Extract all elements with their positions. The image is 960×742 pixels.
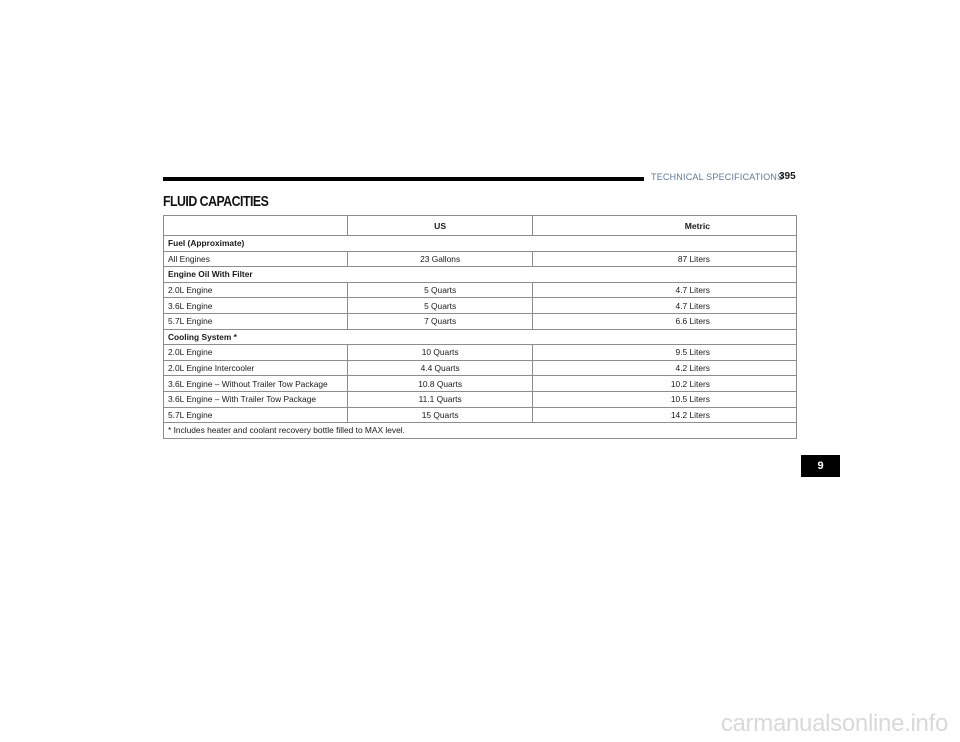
table-row bbox=[164, 376, 797, 392]
us-cell: 7 Quarts bbox=[347, 313, 532, 329]
us-cell: 10 Quarts bbox=[347, 345, 532, 361]
page-number: 395 bbox=[779, 171, 796, 182]
watermark: carmanualsonline.info bbox=[720, 710, 948, 737]
item-cell: 3.6L Engine – Without Trailer Tow Package bbox=[164, 376, 348, 392]
metric-cell: 10.2 Liters bbox=[533, 376, 797, 392]
group-heading-row bbox=[164, 236, 797, 252]
table-row bbox=[164, 313, 797, 329]
metric-cell: 4.7 Liters bbox=[533, 282, 797, 298]
group-heading: Fuel (Approximate) bbox=[164, 236, 797, 252]
footnote-row bbox=[164, 423, 797, 439]
metric-cell: 4.7 Liters bbox=[533, 298, 797, 314]
us-cell: 5 Quarts bbox=[347, 298, 532, 314]
metric-cell: 4.2 Liters bbox=[533, 360, 797, 376]
item-cell: 3.6L Engine bbox=[164, 298, 348, 314]
chapter-tab bbox=[801, 455, 840, 477]
item-cell: 2.0L Engine bbox=[164, 345, 348, 361]
us-cell: 10.8 Quarts bbox=[347, 376, 532, 392]
column-header-us: US bbox=[347, 216, 532, 236]
item-cell: 2.0L Engine Intercooler bbox=[164, 360, 348, 376]
item-cell: 5.7L Engine bbox=[164, 407, 348, 423]
table-header-row bbox=[164, 216, 797, 236]
table-row bbox=[164, 282, 797, 298]
item-cell: 3.6L Engine – With Trailer Tow Package bbox=[164, 391, 348, 407]
group-heading-row bbox=[164, 329, 797, 345]
us-cell: 23 Gallons bbox=[347, 251, 532, 267]
item-cell: All Engines bbox=[164, 251, 348, 267]
table-row bbox=[164, 345, 797, 361]
item-cell: 2.0L Engine bbox=[164, 282, 348, 298]
header-rule bbox=[163, 177, 644, 181]
metric-cell: 9.5 Liters bbox=[533, 345, 797, 361]
section-label: TECHNICAL SPECIFICATIONS bbox=[651, 172, 784, 182]
metric-cell: 87 Liters bbox=[533, 251, 797, 267]
table-row bbox=[164, 407, 797, 423]
us-cell: 4.4 Quarts bbox=[347, 360, 532, 376]
page-title: FLUID CAPACITIES bbox=[163, 193, 269, 210]
table-row bbox=[164, 298, 797, 314]
column-header-metric: Metric bbox=[533, 216, 797, 236]
chapter-number: 9 bbox=[817, 460, 824, 472]
column-header-item bbox=[164, 216, 348, 236]
group-heading: Engine Oil With Filter bbox=[164, 267, 797, 283]
metric-cell: 14.2 Liters bbox=[533, 407, 797, 423]
metric-cell: 10.5 Liters bbox=[533, 391, 797, 407]
item-cell: 5.7L Engine bbox=[164, 313, 348, 329]
us-cell: 11.1 Quarts bbox=[347, 391, 532, 407]
us-cell: 15 Quarts bbox=[347, 407, 532, 423]
fluid-capacities-table bbox=[163, 215, 797, 439]
table-row bbox=[164, 391, 797, 407]
table-row bbox=[164, 251, 797, 267]
group-heading-row bbox=[164, 267, 797, 283]
metric-cell: 6.6 Liters bbox=[533, 313, 797, 329]
us-cell: 5 Quarts bbox=[347, 282, 532, 298]
footnote: * Includes heater and coolant recovery bottle filled to MAX level. bbox=[164, 423, 797, 439]
table-row bbox=[164, 360, 797, 376]
group-heading: Cooling System * bbox=[164, 329, 797, 345]
